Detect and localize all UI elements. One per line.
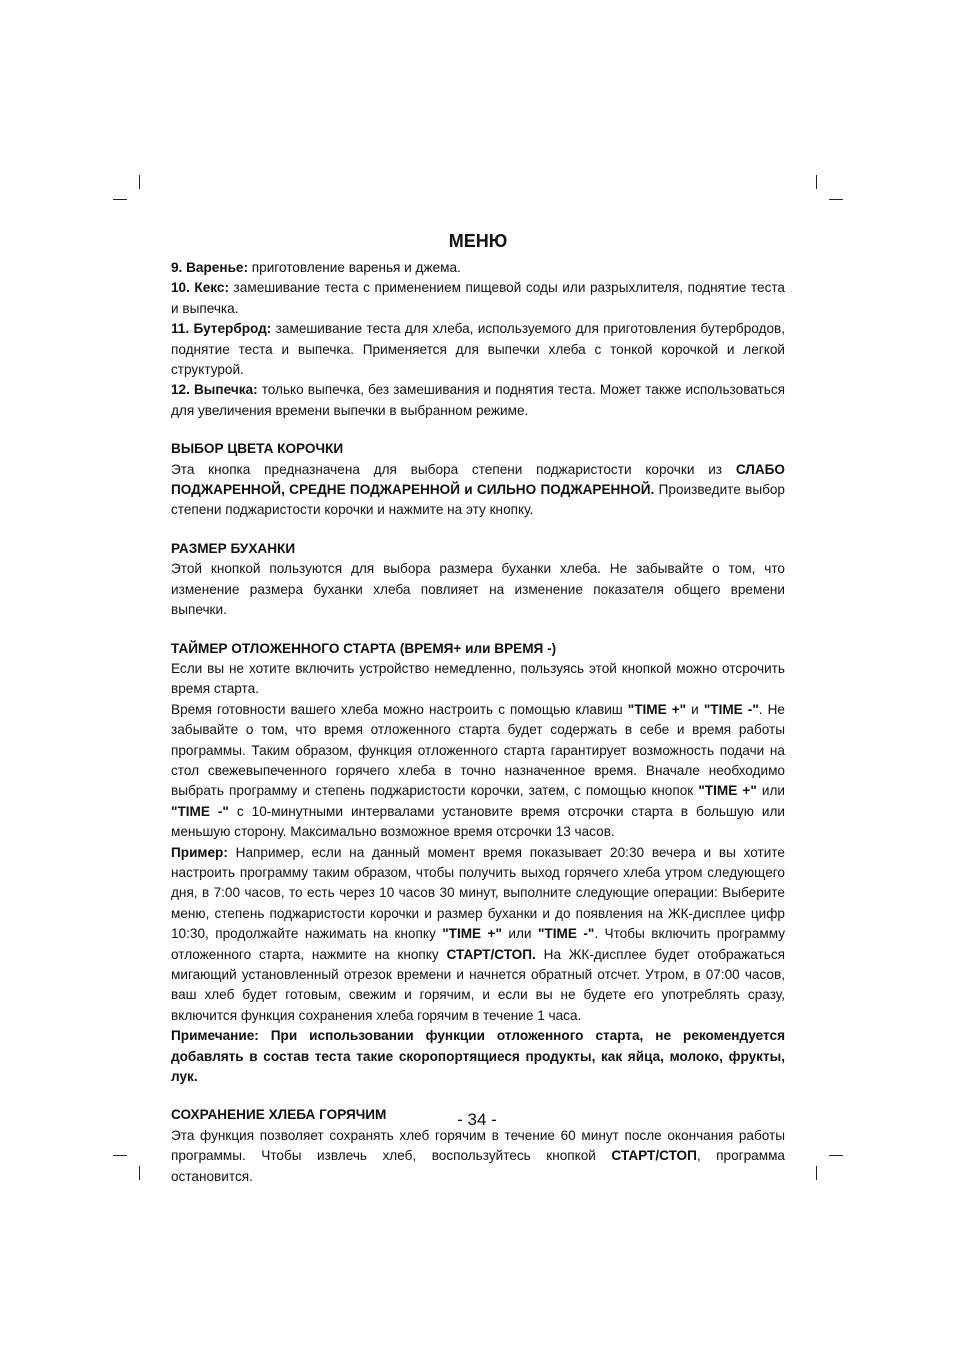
section-text-crust: Эта кнопка предназначена для выбора степени поджаристости корочки из СЛАБО ПОДЖАРЕННОЙ, СРЕДНЕ ПОДЖАРЕННОЙ и СИЛЬНО ПОДЖАРЕННОЙ. Произведите выбор степени поджаристости корочки и нажмите на эту кнопку. bbox=[171, 461, 785, 518]
page-title: МЕНЮ bbox=[448, 231, 508, 251]
timer-example: Пример: Например, если на данный момент время показывает 20:30 вечера и вы хотите настроить программу таким образом, чтобы получить выход горячего хлеба утром следующего дня, в 7:00 часов, то есть через 10 часов 30 минут, выполните следующие операции: Выберите меню, степень поджаристости корочки и размер буханки и до появления на ЖК-дисплее цифр 10:30, продолжайте нажимать на кнопку "TIME +" или "TIME -". Чтобы включить программу отложенного старта, нажмите на кнопку СТАРТ/СТОП. На ЖК-дисплее будет отображаться мигающий установленный отрезок времени и начнется обратный отсчет. Утром, в 07:00 часов, ваш хлеб будет готовым, свежим и горячим, и если вы не будете его употреблять сразу, включится функция сохранения хлеба горячим в течение 1 часа. bbox=[171, 844, 785, 1023]
menu-item-label: 11. Бутерброд: bbox=[171, 321, 272, 337]
crop-mark-top-right-horizontal bbox=[829, 199, 843, 200]
timer-paragraph-1: Если вы не хотите включить устройство немедленно, пользуясь этой кнопкой можно отсрочить время старта. bbox=[171, 660, 785, 697]
crop-mark-top-left-vertical bbox=[139, 175, 140, 189]
section-heading-timer: ТАЙМЕР ОТЛОЖЕННОГО СТАРТА (ВРЕМЯ+ или ВРЕМЯ -) bbox=[171, 640, 557, 656]
section-heading-loaf: РАЗМЕР БУХАНКИ bbox=[171, 540, 296, 556]
timer-paragraph-2: Время готовности вашего хлеба можно настроить с помощью клавиш "TIME +" и "TIME -". Не забывайте о том, что время отложенного старта будет содержать в себе и время работы программы. Таким образом, функция отложенного старта гарантирует возможность подачи на стол свежевыпеченного горячего хлеба в точно назначенное время. Вначале необходимо выбрать программу и степень поджаристости корочки, затем, с помощью кнопок "TIME +" или "TIME -" с 10-минутными интервалами установите время отсрочки старта в большую или меньшую сторону. Максимально возможное время отсрочки 13 часов. bbox=[171, 701, 786, 840]
crop-mark-bottom-left-horizontal bbox=[113, 1155, 127, 1156]
crop-mark-top-right-vertical bbox=[816, 175, 817, 189]
section-heading-crust: ВЫБОР ЦВЕТА КОРОЧКИ bbox=[171, 441, 344, 457]
page-content bbox=[171, 228, 785, 1187]
page-number: - 34 - bbox=[457, 1110, 497, 1129]
menu-item-bake bbox=[171, 380, 785, 421]
section-heading-keepwarm: СОХРАНЕНИЕ ХЛЕБА ГОРЯЧИМ bbox=[171, 1107, 387, 1123]
menu-item-label: 12. Выпечка: bbox=[171, 382, 258, 398]
crop-mark-bottom-right-vertical bbox=[816, 1166, 817, 1180]
menu-item-cake bbox=[171, 278, 785, 319]
menu-item-text: приготовление варенья и джема. bbox=[248, 260, 461, 275]
crop-mark-top-left-horizontal bbox=[113, 199, 127, 200]
crop-mark-bottom-left-vertical bbox=[139, 1166, 140, 1180]
menu-item-text: только выпечка, без замешивания и поднятия теста. Может также использоваться для увеличения времени выпечки в выбранном режиме. bbox=[171, 382, 785, 418]
menu-item-text: замешивание теста для хлеба, используемого для приготовления бутербродов, поднятие теста и выпечка. Применяется для выпечки хлеба с тонкой корочкой и легкой структурой. bbox=[171, 321, 786, 378]
menu-item-label: 9. Варенье: bbox=[171, 260, 249, 275]
section-text-loaf: Этой кнопкой пользуются для выбора размера буханки хлеба. Не забывайте о том, что изменение размера буханки хлеба повлияет на изменение показателя общего времени выпечки. bbox=[171, 561, 785, 618]
crop-mark-bottom-right-horizontal bbox=[829, 1155, 843, 1156]
menu-item-text: замешивание теста с применением пищевой соды или разрыхлителя, поднятие теста и выпечка. bbox=[171, 280, 785, 316]
timer-note: Примечание: При использовании функции отложенного старта, не рекомендуется добавлять в состав теста такие скоропортящиеся продукты, как яйца, молоко, фрукты, лук. bbox=[171, 1028, 785, 1085]
menu-item-label: 10. Кекс: bbox=[171, 280, 230, 296]
menu-item-jam bbox=[171, 258, 785, 278]
menu-item-sandwich bbox=[171, 319, 785, 380]
section-text-keepwarm: Эта функция позволяет сохранять хлеб горячим в течение 60 минут после окончания работы программы. Чтобы извлечь хлеб, воспользуйтесь кнопкой СТАРТ/СТОП, программа остановится. bbox=[171, 1127, 785, 1184]
